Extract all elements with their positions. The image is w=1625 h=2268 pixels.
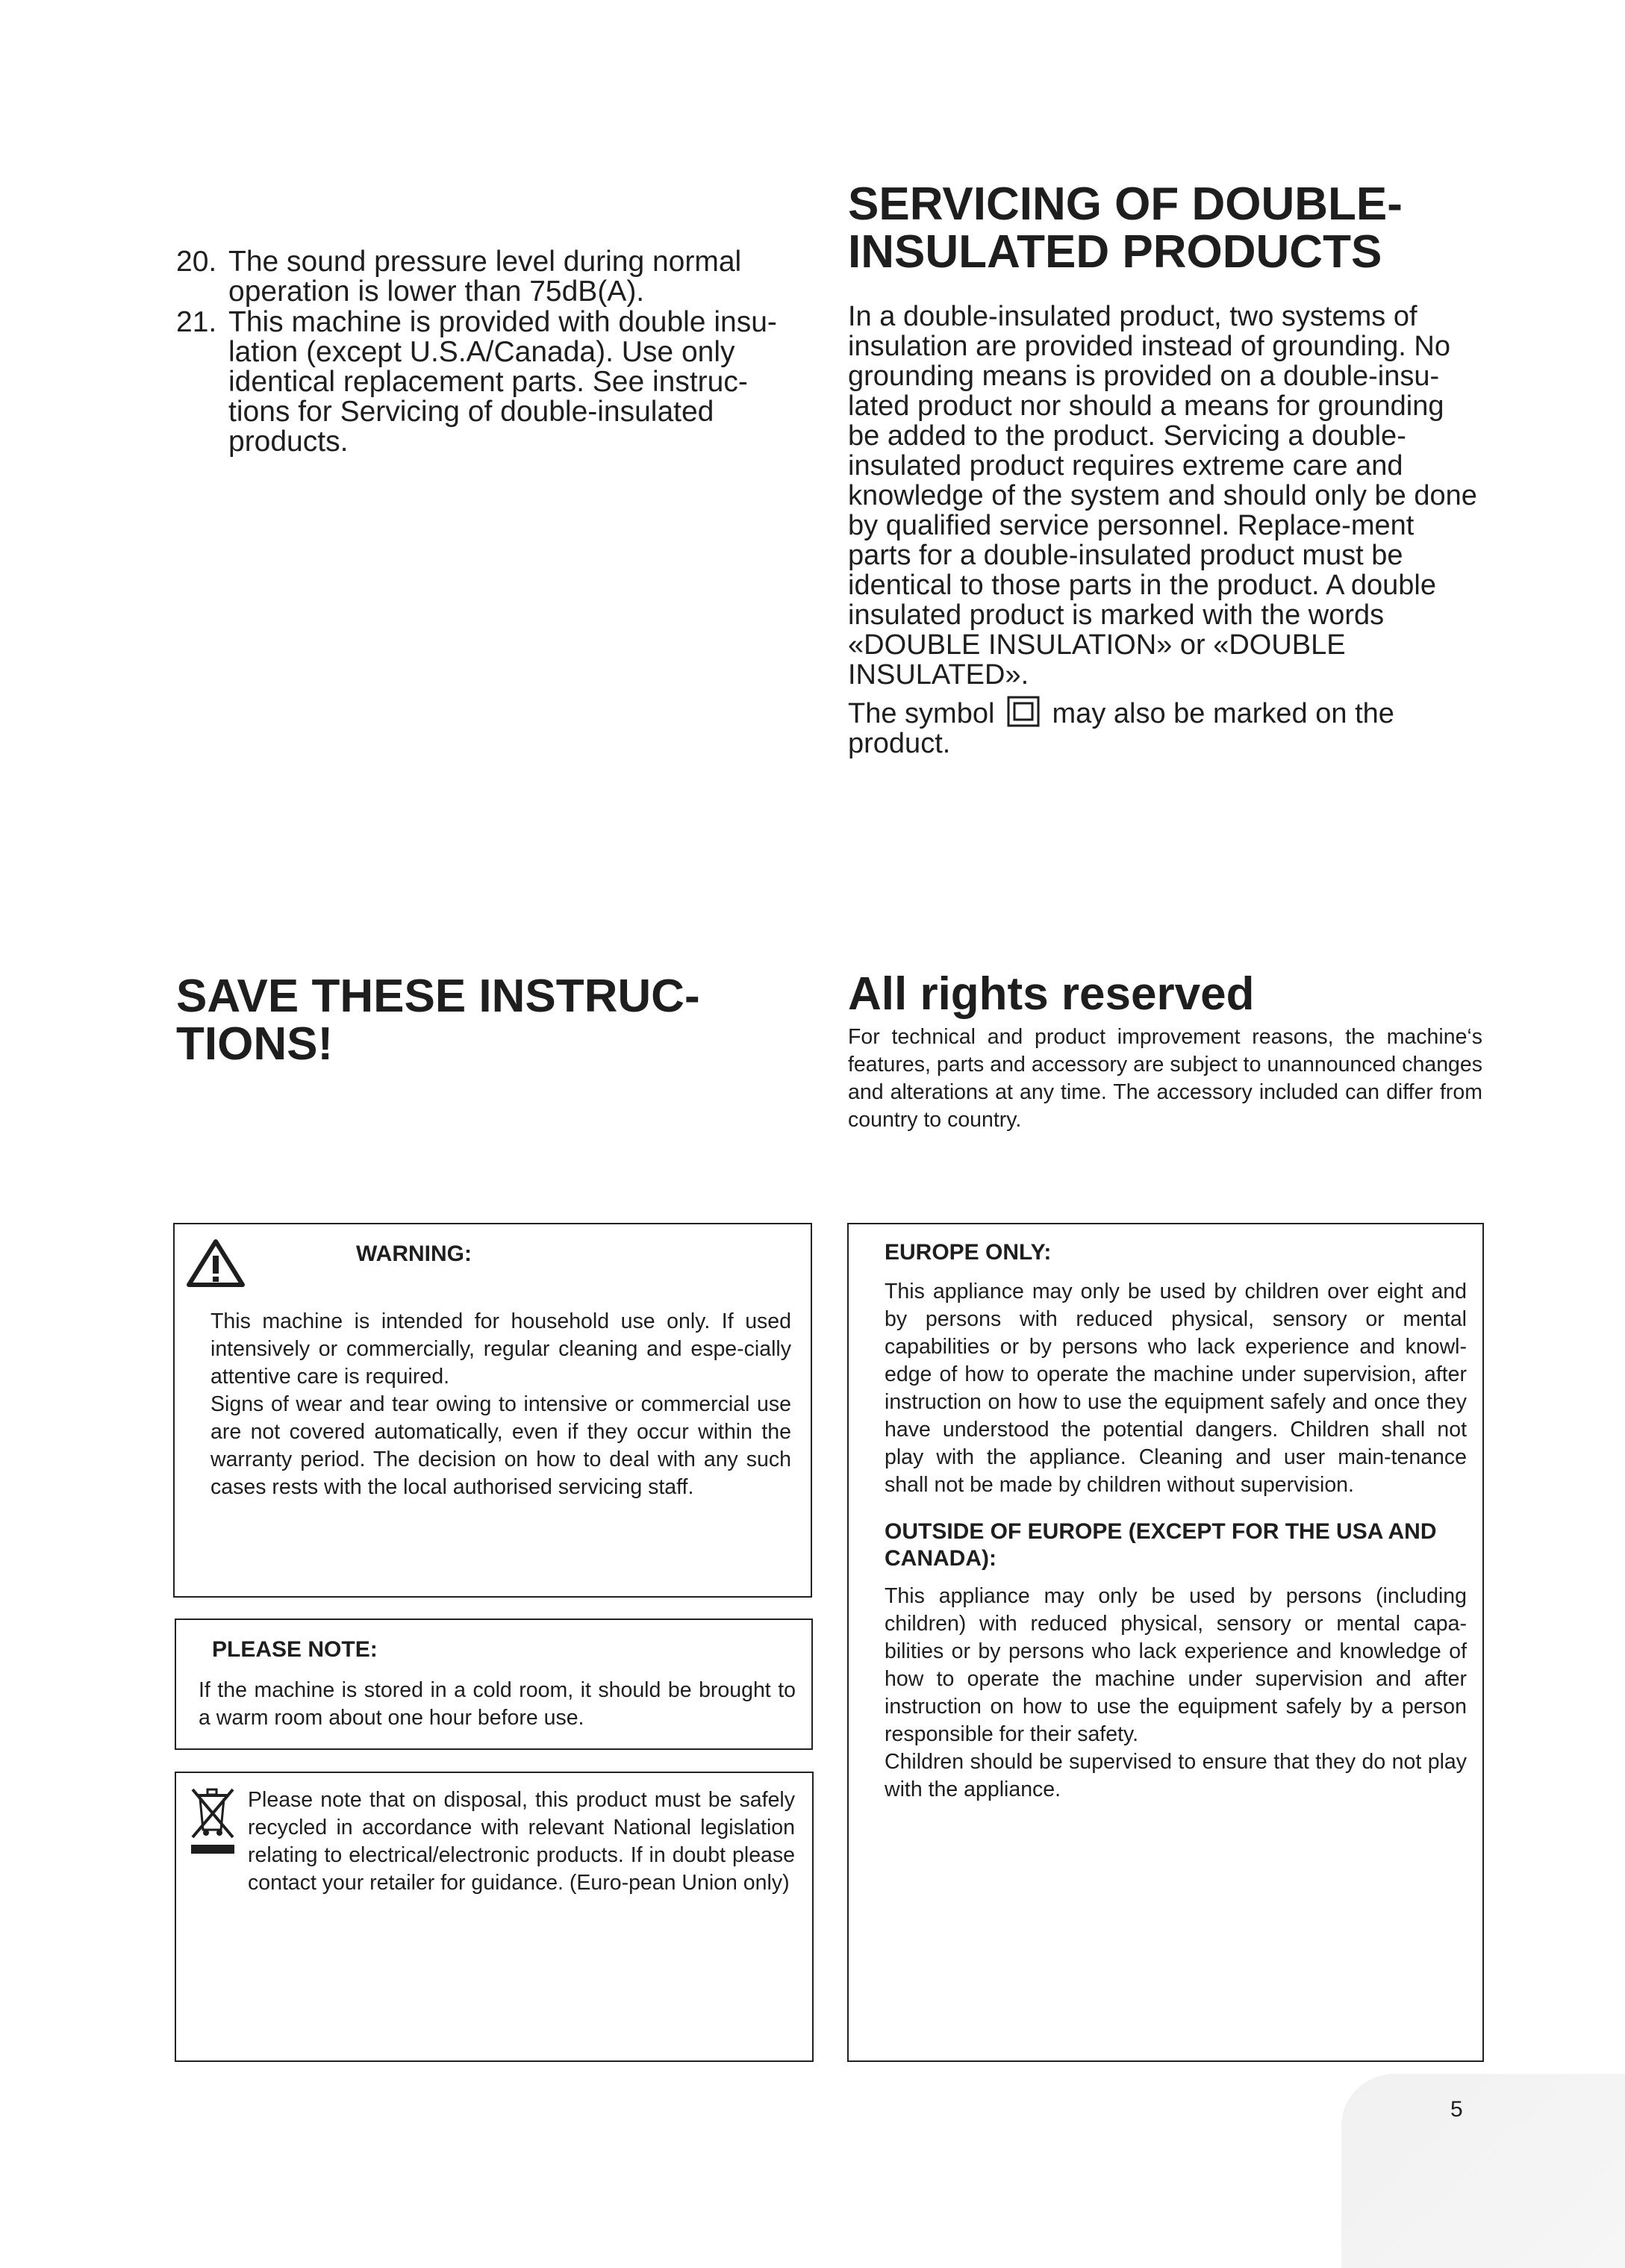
- please-note-body: If the machine is stored in a cold room, it should be brought to a warm room about one hour before use.: [199, 1678, 796, 1730]
- servicing-heading-line1: SERVICING OF DOUBLE-: [848, 178, 1403, 230]
- warning-box: [173, 1223, 812, 1598]
- symbol-before-text: The symbol: [848, 698, 995, 729]
- page-number: 5: [1450, 2097, 1463, 2122]
- list-item-text: This machine is provided with double insu-lation (except U.S.A/Canada). Use only identical replacement parts. See instruc-tions for Servicing of double-insulated products.: [228, 306, 777, 458]
- save-heading-line1: SAVE THESE INSTRUC-: [176, 971, 700, 1022]
- europe-title: EUROPE ONLY:: [885, 1240, 1052, 1265]
- servicing-body: In a double-insulated product, two systems of insulation are provided instead of grounding. No grounding means is provided on a double-insu-lated product nor should a means for grounding be added to the product. Servicing a double-insulated product requires extreme care and knowledge of the system and should only be done by qualified service personnel. Replace-ment parts for a double-insulated product must be identical to those parts in the product. A double insulated product is marked with the words «DOUBLE INSULATION» or «DOUBLE INSULATED».: [848, 301, 1477, 691]
- warning-body-para2: Signs of wear and tear owing to intensive or commercial use are not covered automatically, even if they occur within the warranty period. The decision on how to deal with any such cases rests with the local authorised servicing staff.: [210, 1392, 791, 1499]
- crossed-out-bin-icon: [190, 1786, 237, 1855]
- list-item-number: 21.: [176, 306, 217, 338]
- list-item: [176, 247, 788, 307]
- list-item: [176, 308, 788, 457]
- safety-list: [176, 247, 788, 458]
- please-note-title: PLEASE NOTE:: [212, 1637, 378, 1662]
- outside-europe-body2: Children should be supervised to ensure that they do not play with the appliance.: [885, 1750, 1467, 1801]
- symbol-after-text: may also be marked on the product.: [848, 698, 1394, 759]
- warning-title: WARNING:: [356, 1242, 472, 1266]
- save-instructions-heading: [176, 973, 773, 1068]
- list-item-text: The sound pressure level during normal operation is lower than 75dB(A).: [228, 246, 742, 308]
- double-insulation-symbol-icon: [1007, 696, 1040, 727]
- rights-section: [848, 968, 1482, 1134]
- disposal-box: [175, 1772, 814, 2062]
- please-note-box: [175, 1619, 813, 1750]
- rights-heading: All rights reserved: [848, 968, 1255, 1020]
- disposal-body: Please note that on disposal, this product must be safely recycled in accordance with relevant National legislation relating to electrical/electronic products. If in doubt please contact your retailer for guidance. (Euro-pean Union only): [248, 1788, 795, 1895]
- outside-europe-body1: This appliance may only be used by persons (including children) with reduced physical, sensory or mental capa-bilities or by persons who lack experience and knowledge of how to operate the machine under supervision and after instruction on how to use the equipment safely by a person responsible for their safety.: [885, 1584, 1467, 1746]
- page-corner-tab: [1341, 2074, 1625, 2268]
- warning-body-para1: This machine is intended for household use only. If used intensively or commercially, regular cleaning and espe-cially attentive care is required.: [210, 1309, 791, 1389]
- save-heading-line2: TIONS!: [176, 1018, 334, 1070]
- rights-body: For technical and product improvement reasons, the machine‘s features, parts and accessory are subject to unannounced changes and alterations at any time. The accessory included can differ from country to country.: [848, 1025, 1482, 1132]
- servicing-heading: [848, 178, 1482, 278]
- servicing-heading-line2: INSULATED PRODUCTS: [848, 226, 1382, 278]
- warning-triangle-icon: [185, 1238, 246, 1289]
- europe-body: This appliance may only be used by children over eight and by persons with reduced physical, sensory or mental capabilities or by persons who lack experience and knowl-edge of how to operate the machine under supervision, after instruction on how to use the equipment safely and once they have understood the potential dangers. Children shall not play with the appliance. Cleaning and user main-tenance shall not be made by children without supervision.: [885, 1280, 1467, 1497]
- servicing-symbol-line: [848, 696, 1482, 758]
- outside-europe-title: OUTSIDE OF EUROPE (EXCEPT FOR THE USA AND CANADA):: [885, 1519, 1437, 1571]
- servicing-section: [848, 178, 1482, 759]
- europe-box: [847, 1223, 1484, 2062]
- europe-content: [885, 1239, 1467, 1804]
- warning-body: [210, 1308, 791, 1501]
- list-item-number: 20.: [176, 246, 217, 278]
